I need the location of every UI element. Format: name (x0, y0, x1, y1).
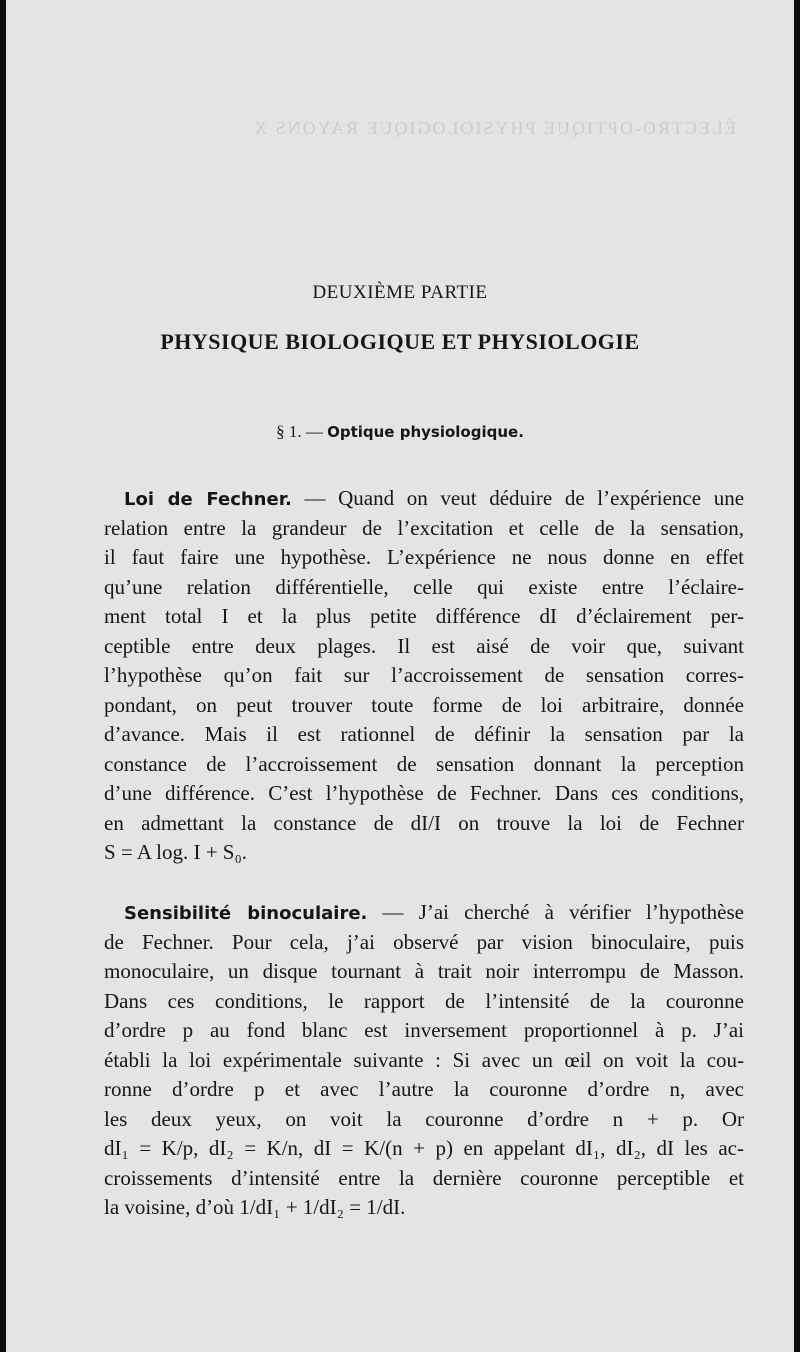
paragraph-line: ronne d’ordre p et avec l’autre la couronne d’ordre n, avec (104, 1077, 744, 1101)
paragraph-lead: Loi de Fechner. (124, 489, 292, 510)
paragraph-line: dI₁ = K/p, dI₂ = K/n, dI = K/(n + p) en appelant dI₁, dI₂, dI les ac- (104, 1136, 744, 1160)
paragraph-line: Sensibilité binoculaire. — J’ai cherché à vérifier l’hypothèse (124, 900, 744, 924)
paragraph-line: ceptible entre deux plages. Il est aisé de voir que, suivant (104, 633, 744, 658)
paragraph-line: Loi de Fechner. — Quand on veut déduire de l’expérience une (124, 486, 745, 510)
paragraph-line: pondant, on peut trouver toute forme de loi arbitraire, donnée (104, 692, 744, 717)
bleed-through-text: ÉLECTRO-OPTIQUE PHYSIOLOGIQUE RAYONS X (252, 118, 736, 138)
paragraph-line: Dans ces conditions, le rapport de l’intensité de la couronne (104, 988, 744, 1013)
fechner-formula: S = A log. I + S₀. (104, 840, 248, 864)
paragraph-line: qu’une relation différentielle, celle qui existe entre l’éclaire- (104, 574, 744, 599)
paragraph-line: l’hypothèse qu’on fait sur l’accroissement de sensation corres- (104, 663, 744, 687)
paragraph-line: croissements d’intensité entre la dernière couronne perceptible et (104, 1165, 744, 1190)
book-page (6, 0, 794, 1352)
paragraph-lead: Sensibilité binoculaire. (124, 903, 368, 924)
paragraph-line: établi la loi expérimentale suivante : Si avec un œil on voit la cou- (104, 1047, 744, 1072)
paragraph-line: constance de l’accroissement de sensation donnant la perception (104, 751, 744, 776)
part-label: DEUXIÈME PARTIE (312, 282, 488, 303)
section-number: § 1. — (276, 422, 323, 441)
paragraph-line: d’ordre p au fond blanc est inversement proportionnel à p. J’ai (104, 1018, 744, 1042)
paragraph-line: monoculaire, un disque tournant à trait noir interrompu de Masson. (104, 959, 744, 983)
paragraph-line: d’avance. Mais il est rationnel de définir la sensation par la (104, 722, 744, 746)
paragraph-line: en admettant la constance de dI/I on trouve la loi de Fechner (104, 810, 744, 835)
paragraph-line: de Fechner. Pour cela, j’ai observé par vision binoculaire, puis (104, 929, 744, 954)
paragraph-line: il faut faire une hypothèse. L’expérience ne nous donne en effet (104, 545, 744, 569)
paragraph-binocular (104, 898, 744, 1223)
paragraph-line: d’une différence. C’est l’hypothèse de Fechner. Dans ces conditions, (104, 781, 744, 805)
part-title: PHYSIQUE BIOLOGIQUE ET PHYSIOLOGIE (160, 329, 640, 354)
paragraph-line: la voisine, d’où 1/dI₁ + 1/dI₂ = 1/dI. (104, 1195, 406, 1219)
paragraph-fechner-law (104, 484, 744, 868)
section-heading (6, 422, 794, 442)
paragraph-line: les deux yeux, on voit la couronne d’ordre n + p. Or (104, 1106, 744, 1131)
section-title: Optique physiologique. (327, 423, 524, 441)
paragraph-line: ment total I et la plus petite différence dI d’éclairement per- (104, 604, 744, 628)
paragraph-line: relation entre la grandeur de l’excitation et celle de la sensation, (104, 515, 744, 540)
